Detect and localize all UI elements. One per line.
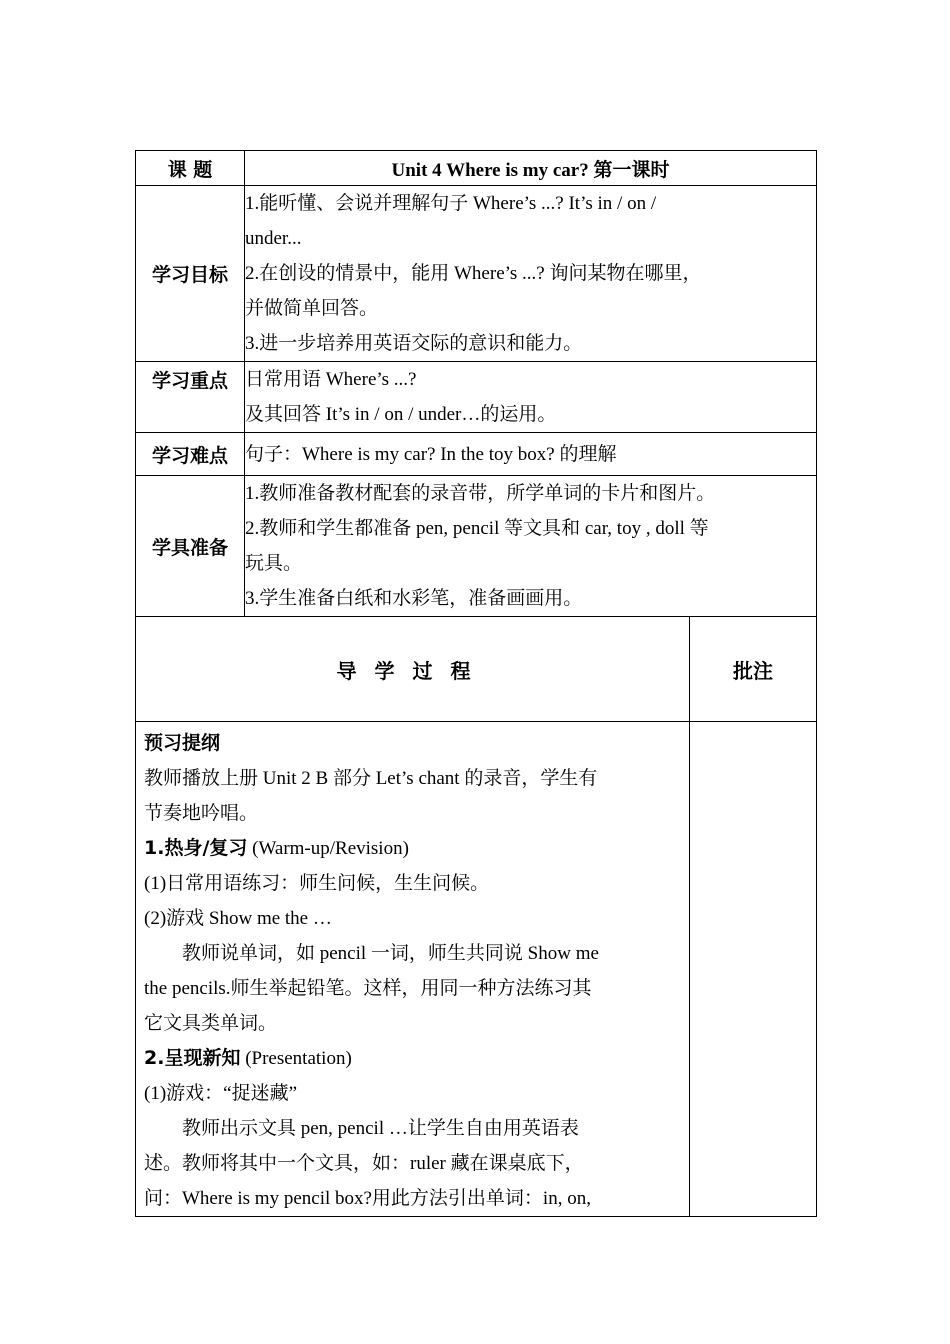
preparation-2b: 玩具。 — [245, 553, 303, 574]
section-1-item-2-line-c: 它文具类单词。 — [144, 1013, 278, 1034]
section-2-title: 2.呈现新知 — [144, 1047, 241, 1069]
process-content — [136, 722, 690, 1217]
difficulty-1: 句子：Where is my car? In the toy box? 的理解 — [245, 443, 617, 465]
process-title-text: 导学过程 — [336, 658, 489, 683]
preview-line-a: 教师播放上册 Unit 2 B 部分 Let’s chant 的录音，学生有 — [144, 768, 598, 789]
topic-row — [136, 151, 817, 186]
preparation-3: 3.学生准备白纸和水彩笔，准备画画用。 — [245, 588, 583, 609]
difficulties-row — [136, 433, 817, 476]
section-2-item-1-line-a: 教师出示文具 pen, pencil …让学生自由用英语表 — [182, 1118, 579, 1139]
lesson-plan-table — [135, 150, 817, 1217]
section-1-english: (Warm-up/Revision) — [247, 838, 409, 859]
process-header-row — [136, 617, 817, 722]
notes-header: 批注 — [690, 617, 817, 722]
objectives-label: 学习目标 — [136, 186, 245, 362]
section-2-item-1-line-c: 问：Where is my pencil box?用此方法引出单词：in, on, — [144, 1188, 591, 1209]
objective-3: 3.进一步培养用英语交际的意识和能力。 — [245, 333, 583, 354]
topic-label: 课 题 — [136, 151, 245, 186]
preparation-row — [136, 476, 817, 617]
objective-1b: under... — [245, 228, 302, 249]
section-1-item-1: (1)日常用语练习：师生问候，生生问候。 — [144, 873, 490, 894]
objective-1a: 1.能听懂、会说并理解句子 Where’s ...? It’s in / on / — [245, 193, 657, 214]
section-1-heading — [144, 831, 681, 866]
page-title — [245, 151, 817, 186]
preview-title: 预习提纲 — [144, 732, 221, 754]
objective-2a: 2.在创设的情景中，能用 Where’s ...? 询问某物在哪里， — [245, 263, 702, 284]
process-body-row — [136, 722, 817, 1217]
preparation-label: 学具准备 — [136, 476, 245, 617]
key-points-label: 学习重点 — [136, 362, 245, 433]
section-1-item-2: (2)游戏 Show me the … — [144, 908, 332, 929]
section-1-title: 1.热身/复习 — [144, 837, 248, 859]
section-2-item-1: (1)游戏：“捉迷藏” — [144, 1083, 298, 1104]
section-2-heading — [144, 1041, 681, 1076]
preview-line-b: 节奏地吟唱。 — [144, 803, 259, 824]
objective-2b: 并做简单回答。 — [245, 298, 379, 319]
section-1-item-2-line-b: the pencils.师生举起铅笔。这样，用同一种方法练习其 — [144, 978, 592, 999]
section-2-item-1-line-b: 述。教师将其中一个文具，如：ruler 藏在课桌底下， — [144, 1153, 584, 1174]
process-title — [136, 617, 690, 722]
difficulties-content — [245, 433, 817, 476]
title-english: Unit 4 Where is my car? — [391, 159, 589, 181]
title-chinese: 第一课时 — [593, 158, 670, 181]
key-point-2: 及其回答 It’s in / on / under…的运用。 — [245, 404, 557, 425]
section-1-item-2-line-a: 教师说单词，如 pencil 一词，师生共同说 Show me — [182, 943, 599, 964]
lesson-plan-page — [135, 150, 816, 1217]
key-points-content — [245, 362, 817, 433]
key-points-row — [136, 362, 817, 433]
difficulties-label: 学习难点 — [136, 433, 245, 476]
notes-column — [690, 722, 817, 1217]
preparation-1: 1.教师准备教材配套的录音带，所学单词的卡片和图片。 — [245, 483, 716, 504]
preparation-content — [245, 476, 817, 617]
objectives-content — [245, 186, 817, 362]
preparation-2a: 2.教师和学生都准备 pen, pencil 等文具和 car, toy , doll 等 — [245, 518, 709, 539]
key-point-1: 日常用语 Where’s ...? — [245, 369, 417, 390]
objectives-row — [136, 186, 817, 362]
section-2-english: (Presentation) — [240, 1048, 352, 1069]
